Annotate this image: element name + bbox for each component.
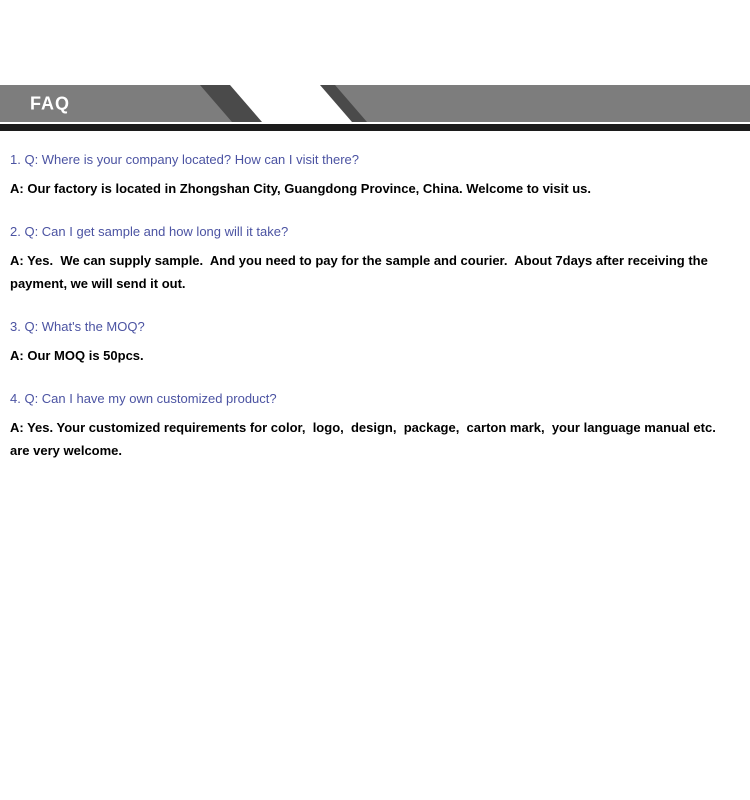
faq-answer: A: Our factory is located in Zhongshan City, Guangdong Province, China. Welcome to visit us. [10,181,591,196]
faq-item [10,318,738,367]
faq-answer: A: Our MOQ is 50pcs. [10,348,144,363]
banner-accent-parallelogram [0,85,750,122]
banner-cutout-parallelogram [0,85,750,122]
faq-item [10,223,738,295]
faq-section-title: FAQ [30,93,71,113]
faq-banner [0,85,750,122]
faq-item [10,151,738,200]
faq-answer: A: Yes. We can supply sample. And you need to pay for the sample and courier. About 7days after receiving the payment, we will send it out. [10,253,712,291]
faq-question: 2. Q: Can I get sample and how long will it take? [10,224,289,239]
faq-answer: A: Yes. Your customized requirements for color, logo, design, package, carton mark, your language manual etc. are very welcome. [10,420,720,458]
faq-item [10,390,738,462]
faq-question: 1. Q: Where is your company located? How can I visit there? [10,152,359,167]
faq-banner-section [0,0,750,131]
faq-question: 4. Q: Can I have my own customized product? [10,391,277,406]
banner-underline-bar [0,124,750,131]
faq-list [0,131,750,462]
faq-question: 3. Q: What's the MOQ? [10,319,145,334]
